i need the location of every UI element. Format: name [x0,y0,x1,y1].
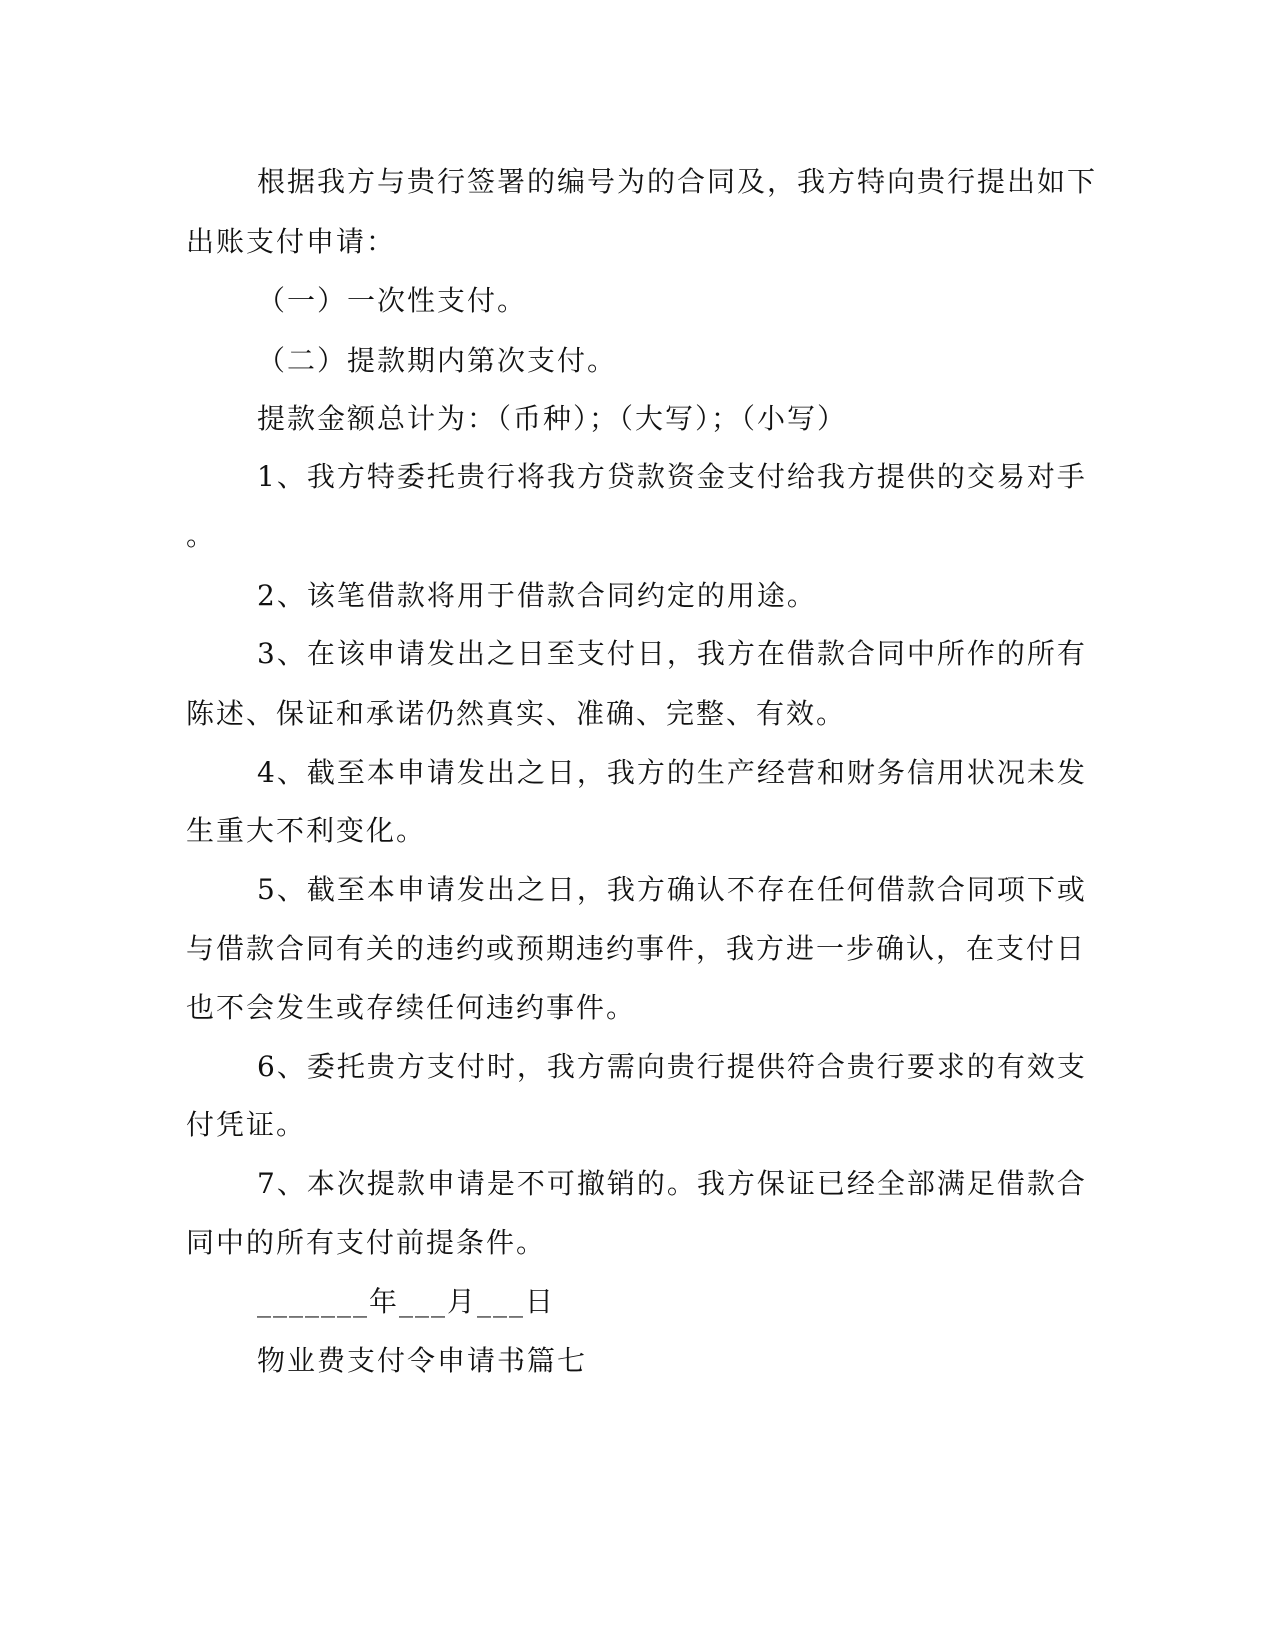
option-one-time-payment: （一）一次性支付。 [257,284,528,317]
clause-2: 2、该笔借款将用于借款合同约定的用途。 [257,579,817,612]
clause-4-line-2: 生重大不利变化。 [186,814,427,847]
section-heading-part-seven: 物业费支付令申请书篇七 [257,1344,588,1377]
clause-7-line-2: 同中的所有支付前提条件。 [186,1226,547,1259]
clause-3-line-1: 3、在该申请发出之日至支付日，我方在借款合同中所作的所有 [257,637,1087,670]
clause-1-line-1: 1、我方特委托贵行将我方贷款资金支付给我方提供的交易对手 [257,460,1087,493]
clause-1-line-2: 。 [186,519,217,552]
clause-7-line-1: 7、本次提款申请是不可撤销的。我方保证已经全部满足借款合 [257,1167,1087,1200]
clause-5-line-1: 5、截至本申请发出之日，我方确认不存在任何借款合同项下或 [257,873,1087,906]
paragraph-intro-line-2: 出账支付申请： [186,225,397,258]
date-line: _______年___月___日 [257,1285,556,1318]
clause-6-line-2: 付凭证。 [186,1108,307,1141]
clause-3-line-2: 陈述、保证和承诺仍然真实、准确、完整、有效。 [186,697,847,730]
paragraph-intro-line-1: 根据我方与贵行签署的编号为的合同及，我方特向贵行提出如下 [257,165,1098,198]
clause-5-line-2: 与借款合同有关的违约或预期违约事件，我方进一步确认，在支付日 [186,932,1087,965]
clause-4-line-1: 4、截至本申请发出之日，我方的生产经营和财务信用状况未发 [257,756,1087,789]
clause-6-line-1: 6、委托贵方支付时，我方需向贵行提供符合贵行要求的有效支 [257,1050,1087,1083]
withdrawal-total-line: 提款金额总计为：（币种）；（大写）；（小写） [257,402,848,435]
option-installment-payment: （二）提款期内第次支付。 [257,344,618,377]
clause-5-line-3: 也不会发生或存续任何违约事件。 [186,991,637,1024]
